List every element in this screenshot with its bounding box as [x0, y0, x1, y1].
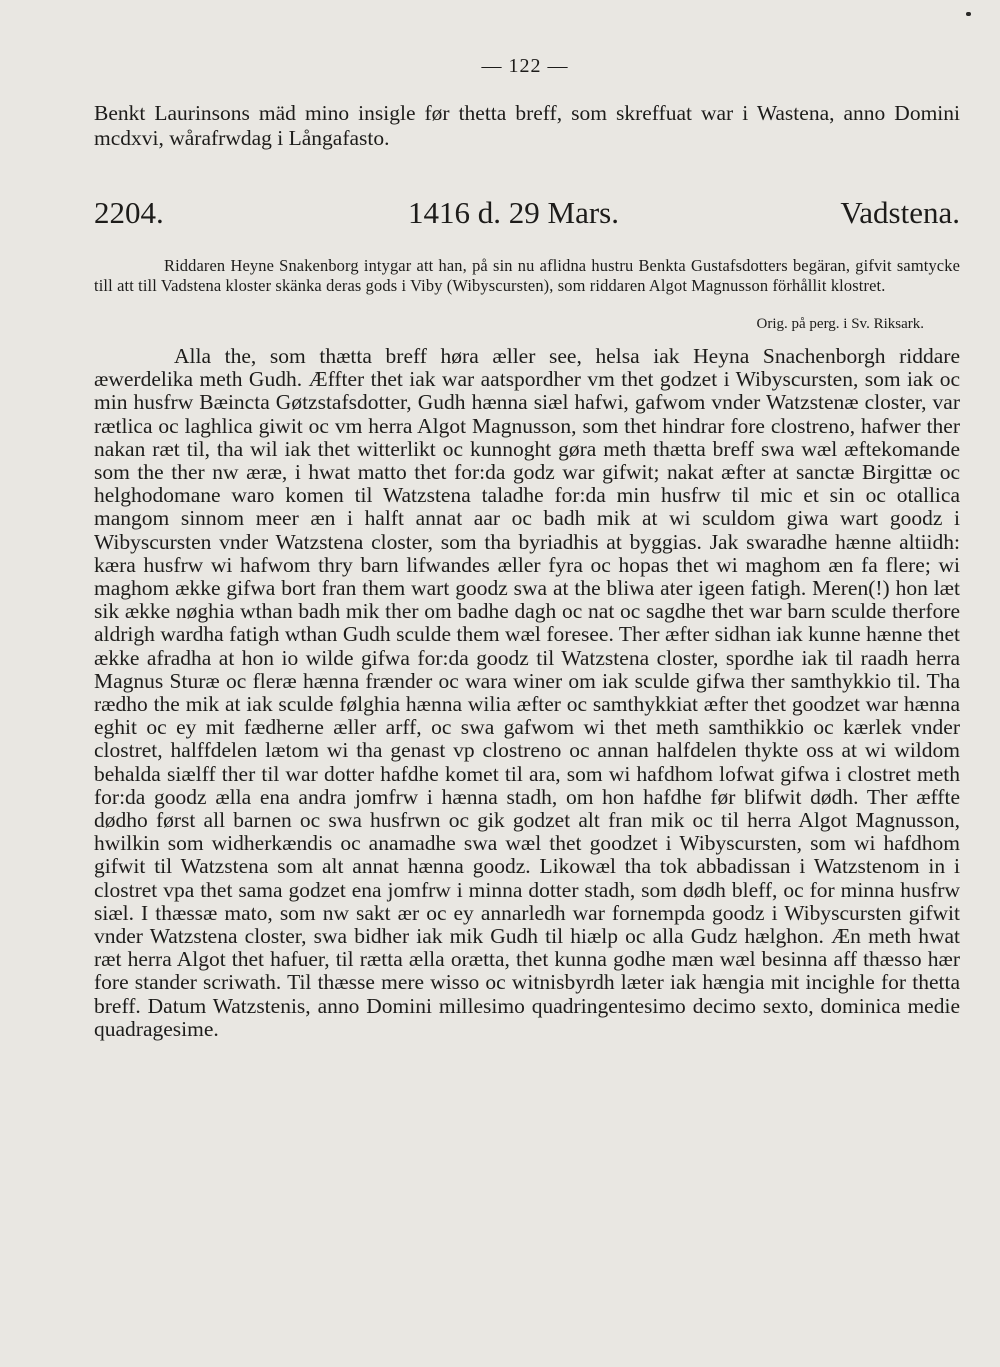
document-place: Vadstena.: [840, 195, 960, 230]
document-summary: Riddaren Heyne Snakenborg intygar att han, på sin nu aflidna hustru Benkta Gustafsdotters begäran, gifvit samtycke till att till Vadstena kloster skänka deras gods i Viby (Wibyscursten), som riddaren Algot Magnusson förhållit klostret.: [94, 256, 960, 295]
document-date: 1416 d. 29 Mars.: [408, 195, 619, 230]
continuation-paragraph: Benkt Laurinsons mäd mino insigle før thetta breff, som skreffuat war i Wastena, anno Domini mcdxvi, wårafrwdag i Långafasto.: [94, 101, 960, 150]
document-body-text: Alla the, som thætta breff høra æller see, helsa iak Heyna Snachenborgh riddare æwerdelika meth Gudh. Æffter thet iak war aatspordher vm thet godzet i Wibyscursten, som iak oc min husfrw Bæincta Gøtzstafsdotter, Gudh hænna siæl hafwi, gafwom vnder Watzstenæ closter, var rætlica oc laghlica giwit oc vm herra Algot Magnusson, som thet hindrar fore clostreno, hafwer ther nakan ræt til, tha wil iak thet witterlikt oc kunnoght gøra meth thætta breff swa wæl æftekomande som the ther nw æræ, i hwat matto thet for:da godz war gifwit; nakat æfter at sanctæ Birgittæ oc helghodomane waro komen til Watzstena taladhe for:da min husfrw til mic et sin oc otallica mangom sinnom meer æn i halft annat aar oc badh mik at wi sculdom giwa wart goodz i Wibyscursten vnder Watzstena closter, som tha byriadhis at byggias. Jak swaradhe hænne altiidh: kæra husfrw wi hafwom thry barn lifwandes æller fyra oc hopas thet wi maghom æn fa flere; wi maghom ække gifwa bort fran them wart goodz swa at the bliwa ater igeen fatigh. Meren(!) hon læt sik ække nøghia wthan badh mik ther om badhe dagh oc nat oc sagdhe thet war barn sculde therfore aldrigh wardha fatigh wthan Gudh sculde them wæl foresee. Ther æfter sidhan iak kunne hænne thet ække afradha at hon io wilde gifwa for:da goodz til Watzstena closter, spordhe iak til raadh herra Magnus Sturæ oc fleræ hænna frænder oc wara winer om iak sculde gifwa ther samthykkio til. Tha rædho the mik at iak sculde følghia hænna wilia æfter oc samthykkiat æfter thet goodzet war hænna eghit oc ey mit fædherne æller arff, oc swa gafwom wi thet meth samthikkio oc kærlek vnder clostret, halffdelen lætom wi tha genast vp clostreno oc annan halfdelen thykte oss at wi wildom behalda siælff ther til war dotter hafdhe komet til ara, som wi hafdhom lofwat gifwa i clostret meth for:da goodz ælla ena andra jomfrw i hænna stadh, om hon hafdhe før blifwit dødh. Ther æffte dødho først all barnen oc swa husfrwn oc gik godzet alt fran mik oc til herra Algot Magnusson, hwilkin som widherkændis oc anamadhe swa wæl thet goodzet i Wibyscursten, som wi hafdhom gifwit til Watzstena som alt annat hænna goodz. Likowæl tha tok abbadissan i Watzstenom in i clostret vpa thet sama godzet ena jomfrw i minna dotter stadh, som dødh bleff, oc for minna husfrw siæl. I thæssæ mato, som nw sakt ær oc ey annarledh war fornempda goodz i Wibyscursten gifwit vnder Watzstena closter, swa bidher iak mik Gudh til hiælp oc alla Gudz hælghon. Æn meth hwat ræt herra Algot thet hafuer, til rætta ælla orætta, thet kunna godhe mæn wæl besinna aff thæsso hær fore stander scriwath. Til thæsse mere wisso oc witnisbyrdh læter iak hængia mit incighle for thetta breff. Datum Watzstenis, anno Domini millesimo quadringentesimo decimo sexto, dominica medie quadragesime.: [94, 344, 960, 1041]
ink-speck: [966, 12, 971, 16]
document-number: 2204.: [94, 195, 164, 230]
page-number: — 122 —: [481, 55, 569, 77]
source-note: Orig. på perg. i Sv. Riksark.: [756, 316, 924, 332]
document-header: [94, 195, 960, 241]
